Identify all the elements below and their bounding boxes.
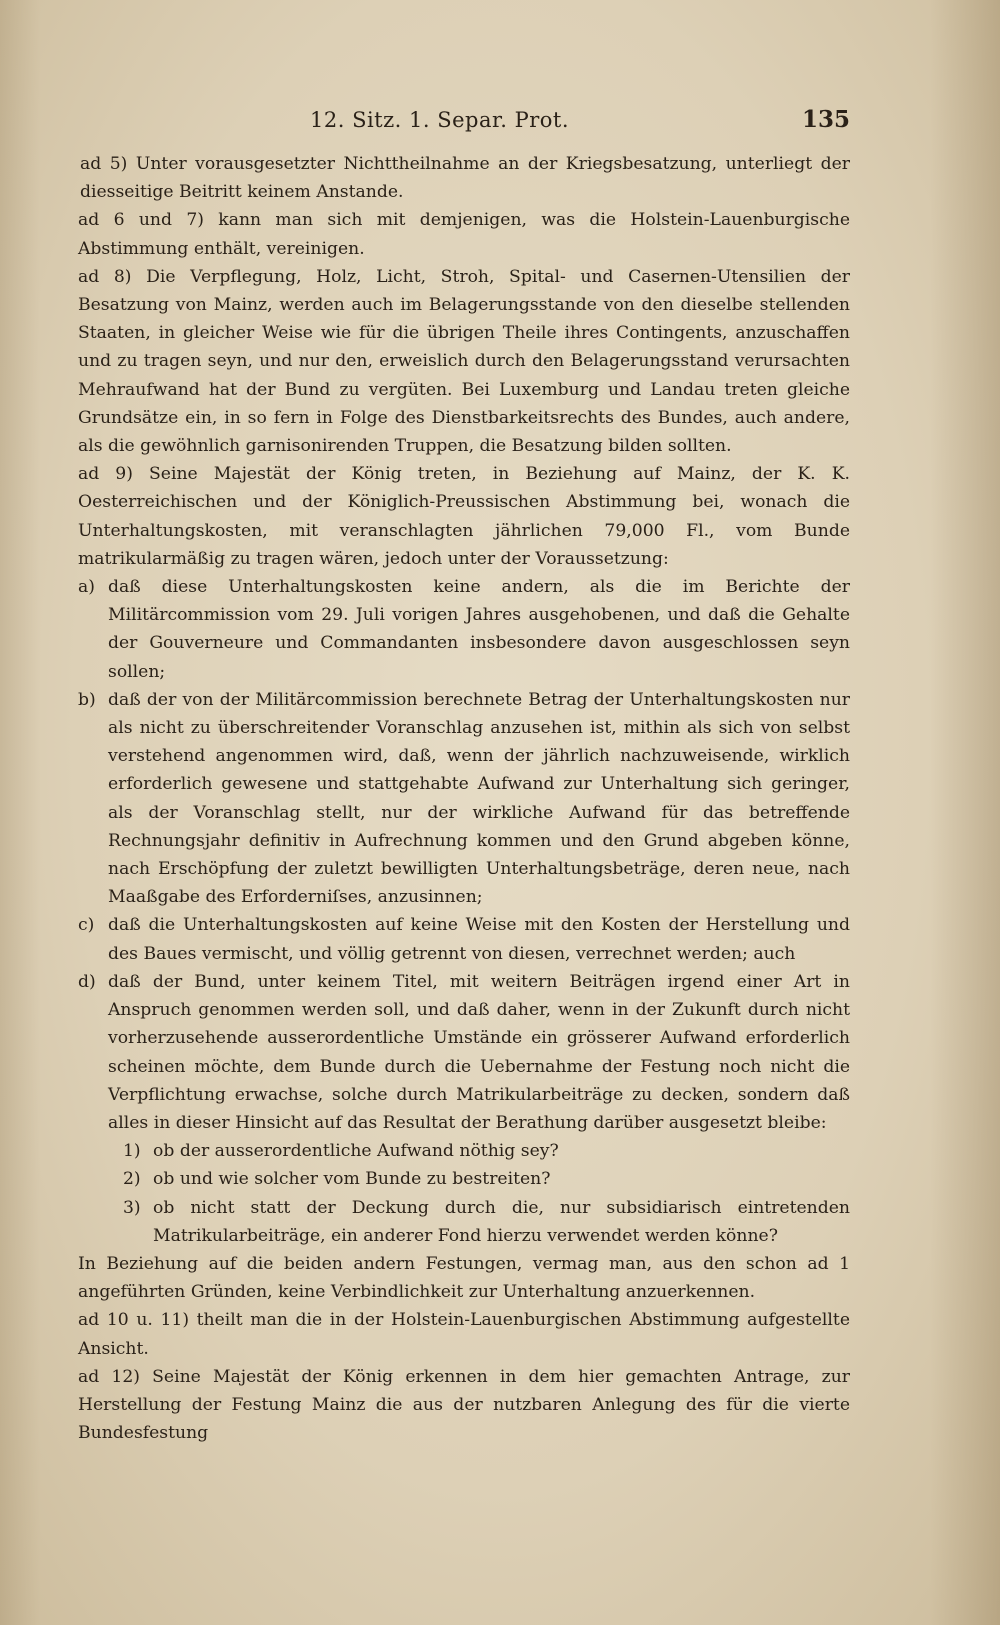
paragraph-other-fortresses: In Beziehung auf die beiden andern Festungen, vermag man, aus den schon ad 1 angeführten Gründen, keine Verbindlichkeit zur Unterhaltung anzuerkennen. (78, 1253, 850, 1303)
paragraph-ad-5: ad 5) Unter vorausgesetzter Nichttheilnahme an der Kriegsbesatzung, unterliegt der diesseitige Beitritt keinem Anstande. (80, 154, 850, 203)
list-item-label: a) (78, 577, 95, 598)
sub-list-item (78, 1194, 850, 1250)
paragraph-ad-8: ad 8) Die Verpflegung, Holz, Licht, Stroh, Spital- und Casernen-Utensilien der Besatzung von Mainz, werden auch im Belagerungsstande von den dieselbe stellenden Staaten, in gleicher Weise wie für die übrigen Theile ihres Contingents, anzuschaffen und zu tragen seyn, und nur den, erweislich durch den Belagerungsstand verursachten Mehraufwand hat der Bund zu vergüten. Bei Luxemburg und Landau treten gleiche Grundsätze ein, in so fern in Folge des Dienstbarkeitsrechts des Bundes, auch andere, als die gewöhnlich garnisonirenden Truppen, die Besatzung bilden sollten. (78, 266, 850, 457)
page-edge-shadow-right (930, 0, 1000, 1625)
running-head: 12. Sitz. 1. Separ. Prot. (310, 108, 570, 132)
list-item (78, 911, 850, 967)
sub-list-item-text: ob und wie solcher vom Bunde zu bestreiten? (153, 1169, 551, 1190)
sub-list-item (78, 1165, 850, 1193)
paragraph-ad-9: ad 9) Seine Majestät der König treten, in Beziehung auf Mainz, der K. K. Oesterreichischen und der Königlich-Preussischen Abstimmung bei, wonach die Unterhaltungskosten, mit veranschlagten jährlichen 79,000 Fl., vom Bunde matrikularmäßig zu tragen wären, jedoch unter der Voraussetzung: (78, 464, 850, 569)
sub-list-item (78, 1137, 850, 1165)
paragraph-ad-10-11: ad 10 u. 11) theilt man die in der Holstein-Lauenburgischen Abstimmung aufgestellte Ansicht. (78, 1310, 850, 1359)
sub-list-item-label: 1) (123, 1141, 141, 1162)
list-item (78, 686, 850, 912)
list-item-text: daß der von der Militärcommission berechnete Betrag der Unterhaltungskosten nur als nicht zu überschreitender Voranschlag anzusehen ist, mithin als sich von selbst verstehend angenommen wird, daß, wenn der jährlich nachzuweisende, wirklich erforderlich gewesene und stattgehabte Aufwand zur Unterhaltung sich geringer, als der Voranschlag stellt, nur der wirkliche Aufwand für das betreffende Rechnungsjahr definitiv in Aufrechnung kommen und den Grund abgeben könne, nach Erschöpfung der zuletzt bewilligten Unterhaltungsbeträge, deren neue, nach Maaßgabe des Erforderniſses, anzusinnen; (108, 689, 850, 908)
page-number: 135 (801, 106, 850, 133)
sub-list-item-label: 3) (123, 1197, 141, 1218)
condition-list (78, 573, 850, 1250)
list-item-text: daß diese Unterhaltungskosten keine andern, als die im Berichte der Militärcommission vom 29. Juli vorigen Jahres ausgehobenen, und daß die Gehalte der Gouverneure und Commandanten insbesondere davon ausgeschlossen seyn sollen; (108, 577, 850, 682)
sub-list-item-label: 2) (123, 1169, 141, 1190)
list-item (78, 573, 850, 686)
list-item (78, 968, 850, 1137)
sub-list-item-text: ob nicht statt der Deckung durch die, nur subsidiarisch eintretenden Matrikularbeiträge, ein anderer Fond hierzu verwendet werden könne? (153, 1197, 850, 1246)
list-item-label: b) (78, 689, 96, 710)
list-item-text: daß die Unterhaltungskosten auf keine Weise mit den Kosten der Herstellung und des Baues vermischt, und völlig getrennt von diesen, verrechnet werden; auch (108, 915, 850, 964)
page-body (78, 150, 850, 1447)
page-edge-shadow-left (0, 0, 40, 1625)
sub-list-item-text: ob der ausserordentliche Aufwand nöthig sey? (153, 1141, 559, 1162)
page-header (80, 108, 850, 144)
list-item-label: d) (78, 971, 96, 992)
paragraph-ad-6-7: ad 6 und 7) kann man sich mit demjenigen, was die Holstein-Lauenburgische Abstimmung enthält, vereinigen. (78, 210, 850, 259)
list-item-label: c) (78, 915, 95, 936)
paragraph-ad-12: ad 12) Seine Majestät der König erkennen in dem hier gemachten Antrage, zur Herstellung der Festung Mainz die aus der nutzbaren Anlegung des für die vierte Bundesfestung (78, 1366, 850, 1444)
list-item-text: daß der Bund, unter keinem Titel, mit weitern Beiträgen irgend einer Art in Anspruch genommen werden soll, und daß daher, wenn in der Zukunft durch nicht vorherzusehende ausserordentliche Umstände ein grösserer Aufwand erforderlich scheinen möchte, dem Bunde durch die Uebernahme der Festung noch nicht die Verpflichtung erwachse, solche durch Matrikularbeiträge zu decken, sondern daß alles in dieser Hinsicht auf das Resultat der Berathung darüber ausgesetzt bleibe: (108, 971, 850, 1133)
